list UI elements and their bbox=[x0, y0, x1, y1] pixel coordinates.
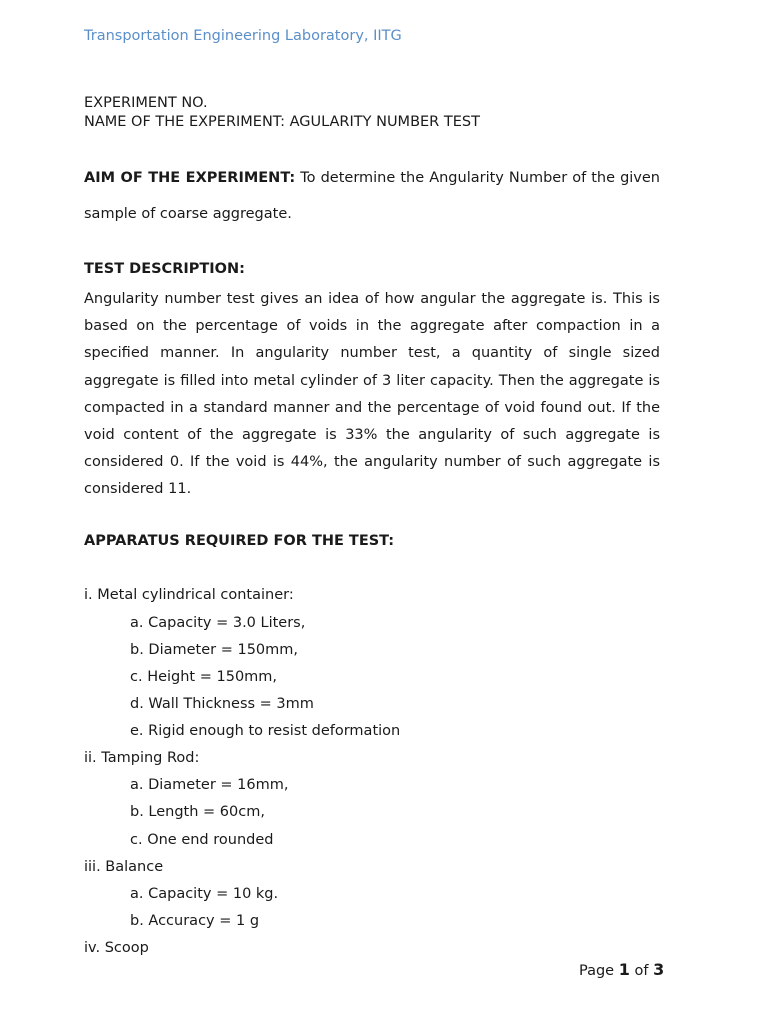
apparatus-subitem: c. One end rounded bbox=[130, 832, 274, 848]
experiment-number bbox=[84, 95, 208, 111]
aim-label: AIM OF THE EXPERIMENT: bbox=[84, 170, 296, 186]
aim-text: To determine the Angularity Number of the given sample of coarse aggregate. bbox=[84, 170, 660, 222]
apparatus-subitem: b. Length = 60cm, bbox=[130, 804, 265, 820]
lab-header: Transportation Engineering Laboratory, IITG bbox=[84, 28, 402, 44]
apparatus-item: i. Metal cylindrical container: bbox=[84, 587, 294, 603]
apparatus-subitem: b. Accuracy = 1 g bbox=[130, 913, 260, 929]
experiment-number-label: EXPERIMENT NO. bbox=[84, 95, 208, 111]
apparatus-subitem: a. Diameter = 16mm, bbox=[130, 777, 289, 793]
apparatus-subitem: d. Wall Thickness = 3mm bbox=[130, 696, 314, 712]
page-number-footer bbox=[579, 960, 664, 979]
apparatus-item: iii. Balance bbox=[84, 859, 164, 875]
apparatus-subitem: e. Rigid enough to resist deformation bbox=[130, 723, 401, 739]
apparatus-subitem: b. Diameter = 150mm, bbox=[130, 642, 299, 658]
apparatus-heading: APPARATUS REQUIRED FOR THE TEST: bbox=[84, 533, 395, 549]
aim-paragraph bbox=[84, 160, 660, 232]
apparatus-item: ii. Tamping Rod: bbox=[84, 750, 200, 766]
experiment-name-value: AGULARITY NUMBER TEST bbox=[289, 114, 480, 130]
current-page-number: 1 bbox=[618, 960, 630, 979]
apparatus-item: iv. Scoop bbox=[84, 940, 149, 956]
page-word: Page bbox=[579, 963, 615, 979]
apparatus-subitem: a. Capacity = 10 kg. bbox=[130, 886, 279, 902]
test-description-text: Angularity number test gives an idea of how angular the aggregate is. This is based on the percentage of voids in the aggregate after compaction in a specified manner. In angularity number test, a quantity of single sized aggregate is filled into metal cylinder of 3 liter capacity. Then the aggregate is compacted in a standard manner and the percentage of void found out. If the void content of the aggregate is 33% the angularity of such aggregate is considered 0. If the void is 44%, the angularity number of such aggregate is considered 11. bbox=[84, 291, 660, 498]
apparatus-subitem: a. Capacity = 3.0 Liters, bbox=[130, 615, 306, 631]
test-description-heading: TEST DESCRIPTION: bbox=[84, 261, 245, 277]
apparatus-subitem: c. Height = 150mm, bbox=[130, 669, 278, 685]
of-word: of bbox=[634, 963, 649, 979]
experiment-name bbox=[84, 114, 480, 130]
experiment-name-label: NAME OF THE EXPERIMENT: bbox=[84, 114, 285, 130]
total-pages-number: 3 bbox=[653, 960, 665, 979]
